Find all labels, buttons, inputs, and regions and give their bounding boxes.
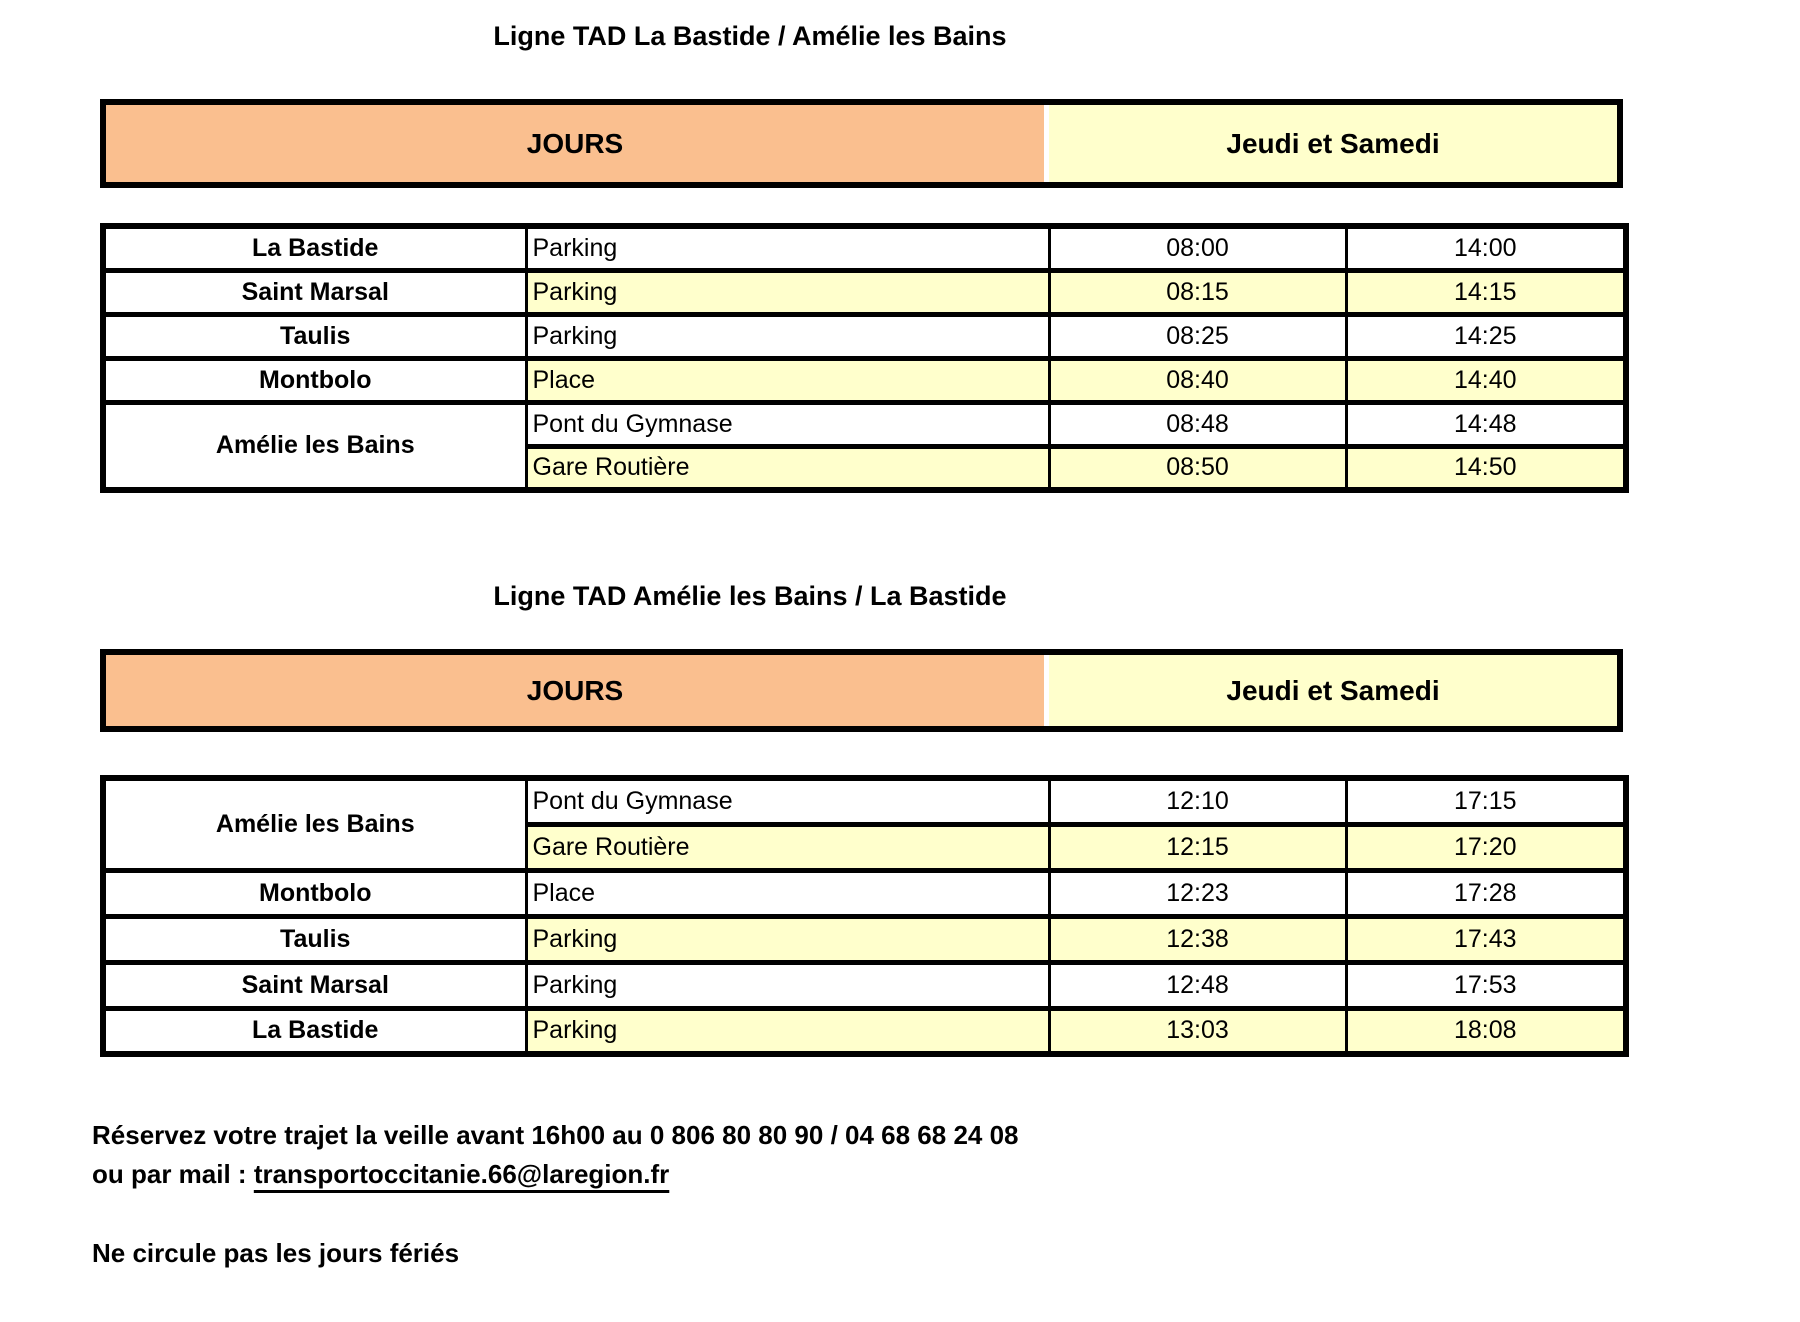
time-cell: 18:08	[1346, 1008, 1626, 1054]
time-cell: 12:38	[1049, 916, 1346, 962]
time-cell: 17:43	[1346, 916, 1626, 962]
stop-cell: Place	[526, 870, 1049, 916]
timetable-row	[103, 358, 1626, 402]
time-cell: 17:15	[1346, 778, 1626, 824]
timetable-return	[100, 775, 1629, 1057]
days-header-cell	[1049, 105, 1617, 182]
time-cell: 12:10	[1049, 778, 1346, 824]
days-label: Jeudi et Samedi	[1226, 127, 1440, 159]
stop-cell: Parking	[526, 1008, 1049, 1054]
location-cell: Montbolo	[103, 358, 526, 402]
time-cell: 17:53	[1346, 962, 1626, 1008]
jours-label: JOURS	[526, 674, 624, 706]
timetable-row	[103, 962, 1626, 1008]
location-cell: Taulis	[103, 314, 526, 358]
time-cell: 14:15	[1346, 270, 1626, 314]
days-header-cell	[1049, 655, 1617, 726]
stop-cell: Gare Routière	[526, 446, 1049, 490]
time-cell: 12:48	[1049, 962, 1346, 1008]
location-cell: Taulis	[103, 916, 526, 962]
jours-header-cell	[106, 105, 1044, 182]
time-cell: 08:00	[1049, 226, 1346, 270]
email-link[interactable]: transportoccitanie.66@laregion.fr	[253, 1159, 670, 1189]
time-cell: 12:23	[1049, 870, 1346, 916]
location-cell: Saint Marsal	[103, 962, 526, 1008]
section-title-return: Ligne TAD Amélie les Bains / La Bastide	[493, 581, 1007, 611]
timetable-row	[103, 270, 1626, 314]
timetable-row	[103, 916, 1626, 962]
holidays-note: Ne circule pas les jours fériés	[92, 1238, 460, 1268]
timetable-row	[103, 870, 1626, 916]
timetable-row	[103, 314, 1626, 358]
time-cell: 17:28	[1346, 870, 1626, 916]
time-cell: 08:40	[1049, 358, 1346, 402]
timetable-row	[103, 226, 1626, 270]
time-cell: 08:25	[1049, 314, 1346, 358]
time-cell: 14:40	[1346, 358, 1626, 402]
booking-info	[92, 1116, 1019, 1194]
booking-line-phone: Réservez votre trajet la veille avant 16h00 au 0 806 80 80 90 / 04 68 68 24 08	[92, 1120, 1019, 1150]
stop-cell: Parking	[526, 226, 1049, 270]
timetable-row	[103, 402, 1626, 446]
stop-cell: Parking	[526, 962, 1049, 1008]
days-label: Jeudi et Samedi	[1226, 674, 1440, 706]
time-cell: 17:20	[1346, 824, 1626, 870]
time-cell: 14:48	[1346, 402, 1626, 446]
stop-cell: Parking	[526, 270, 1049, 314]
time-cell: 08:15	[1049, 270, 1346, 314]
mail-prefix: ou par mail :	[92, 1159, 254, 1189]
stop-cell: Parking	[526, 916, 1049, 962]
section-title-outbound: Ligne TAD La Bastide / Amélie les Bains	[493, 21, 1007, 51]
time-cell: 14:25	[1346, 314, 1626, 358]
time-cell: 13:03	[1049, 1008, 1346, 1054]
location-cell: Amélie les Bains	[103, 778, 526, 870]
stop-cell: Parking	[526, 314, 1049, 358]
jours-header-cell	[106, 655, 1044, 726]
time-cell: 12:15	[1049, 824, 1346, 870]
location-cell: Amélie les Bains	[103, 402, 526, 490]
timetable-row	[103, 1008, 1626, 1054]
location-cell: Saint Marsal	[103, 270, 526, 314]
location-cell: Montbolo	[103, 870, 526, 916]
stop-cell: Gare Routière	[526, 824, 1049, 870]
time-cell: 14:00	[1346, 226, 1626, 270]
days-header-band-return	[100, 649, 1623, 732]
time-cell: 08:48	[1049, 402, 1346, 446]
location-cell: La Bastide	[103, 226, 526, 270]
stop-cell: Pont du Gymnase	[526, 778, 1049, 824]
timetable-outbound	[100, 223, 1629, 493]
booking-line-mail	[92, 1155, 1019, 1194]
stop-cell: Place	[526, 358, 1049, 402]
location-cell: La Bastide	[103, 1008, 526, 1054]
days-header-band-outbound	[100, 99, 1623, 188]
time-cell: 08:50	[1049, 446, 1346, 490]
stop-cell: Pont du Gymnase	[526, 402, 1049, 446]
timetable-row	[103, 778, 1626, 824]
time-cell: 14:50	[1346, 446, 1626, 490]
jours-label: JOURS	[526, 127, 624, 159]
